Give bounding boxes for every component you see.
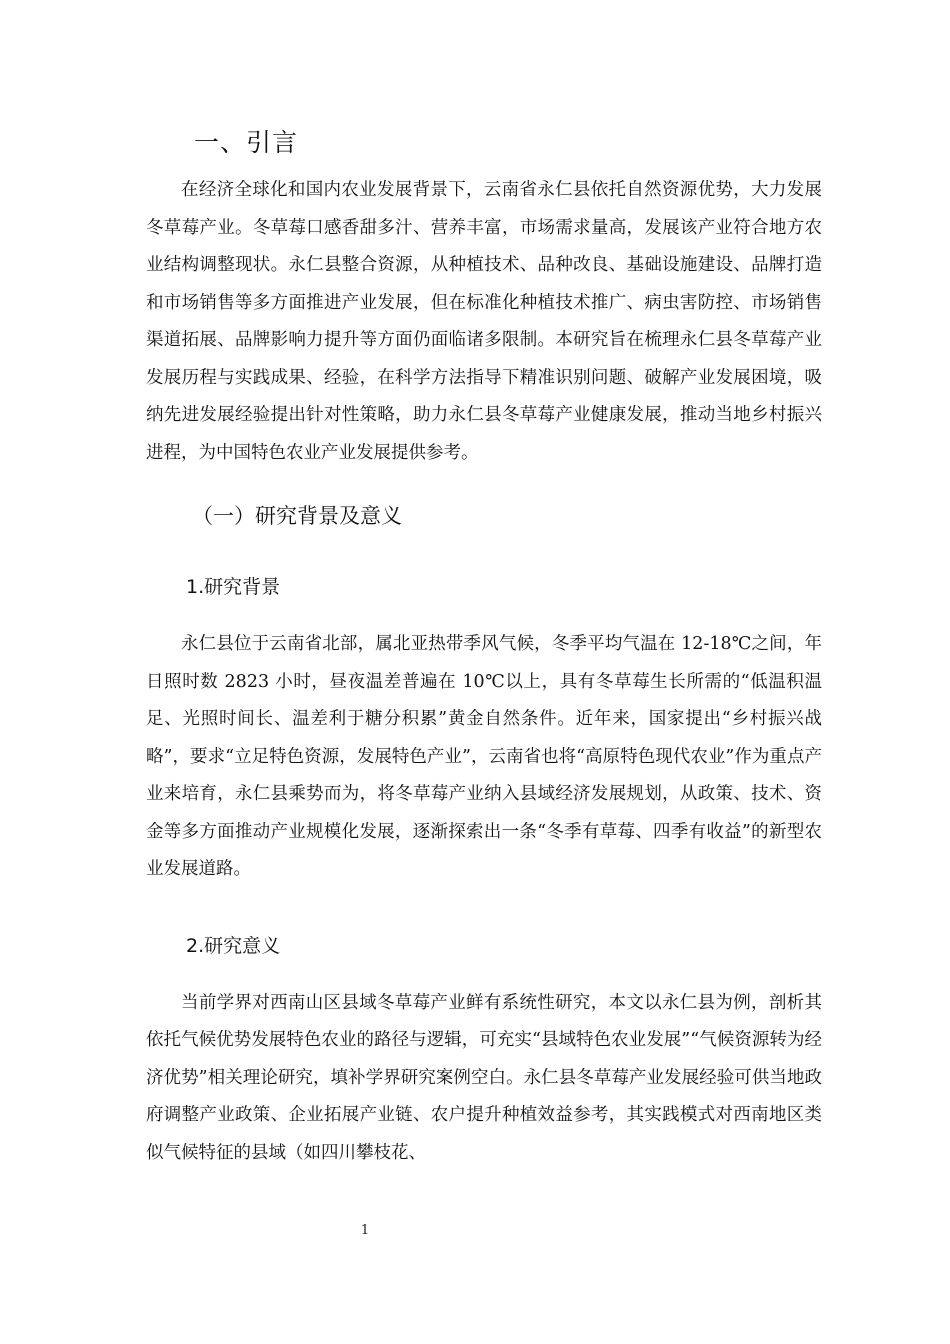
introduction-paragraph: 在经济全球化和国内农业发展背景下，云南省永仁县依托自然资源优势，大力发展冬草莓产业。冬草莓口感香甜多汁、营养丰富，市场需求量高，发展该产业符合地方农业结构调整现状。永仁县整合资源，从种植技术、品种改良、基础设施建设、品牌打造和市场销售等多方面推进产业发展，但在标准化种植技术推广、病虫害防控、市场销售渠道拓展、品牌影响力提升等方面仍面临诸多限制。本研究旨在梳理永仁县冬草莓产业发展历程与实践成果、经验，在科学方法指导下精准识别问题、破解产业发展困境，吸纳先进发展经验提出针对性策略，助力永仁县冬草莓产业健康发展，推动当地乡村振兴进程，为中国特色农业产业发展提供参考。 bbox=[146, 180, 822, 463]
item-heading-research-background: 1.研究背景 bbox=[186, 576, 281, 598]
subsection-heading-background-significance: （一）研究背景及意义 bbox=[192, 504, 402, 528]
item-heading-research-significance: 2.研究意义 bbox=[186, 934, 281, 957]
research-significance-paragraph: 当前学界对西南山区县域冬草莓产业鲜有系统性研究，本文以永仁县为例，剖析其依托气候优势发展特色农业的路径与逻辑，可充实“县域特色农业发展”“气候资源转为经济优势”相关理论研究，填补学界研究案例空白。永仁县冬草莓产业发展经验可供当地政府调整产业政策、企业拓展产业链、农户提升种植效益参考，其实践模式对西南地区类似气候特征的县域（如四川攀枝花、 bbox=[146, 992, 822, 1163]
research-background-paragraph: 永仁县位于云南省北部，属北亚热带季风气候，冬季平均气温在 12-18℃之间，年日照时数 2823 小时，昼夜温差普遍在 10℃以上，具有冬草莓生长所需的“低温积温足、光照时间长、温差利于糖分积累”黄金自然条件。近年来，国家提出“乡村振兴战略”，要求“立足特色资源，发展特色产业”，云南省也将“高原特色现代农业”作为重点产业来培育，永仁县乘势而为，将冬草莓产业纳入县域经济发展规划，从政策、技术、资金等多方面推动产业规模化发展，逐渐探索出一条“冬季有草莓、四季有收益”的新型农业发展道路。 bbox=[146, 634, 822, 879]
page-number: 1 bbox=[360, 1223, 370, 1238]
section-heading-introduction: 一、引言 bbox=[194, 128, 299, 157]
page-content bbox=[146, 128, 822, 1172]
